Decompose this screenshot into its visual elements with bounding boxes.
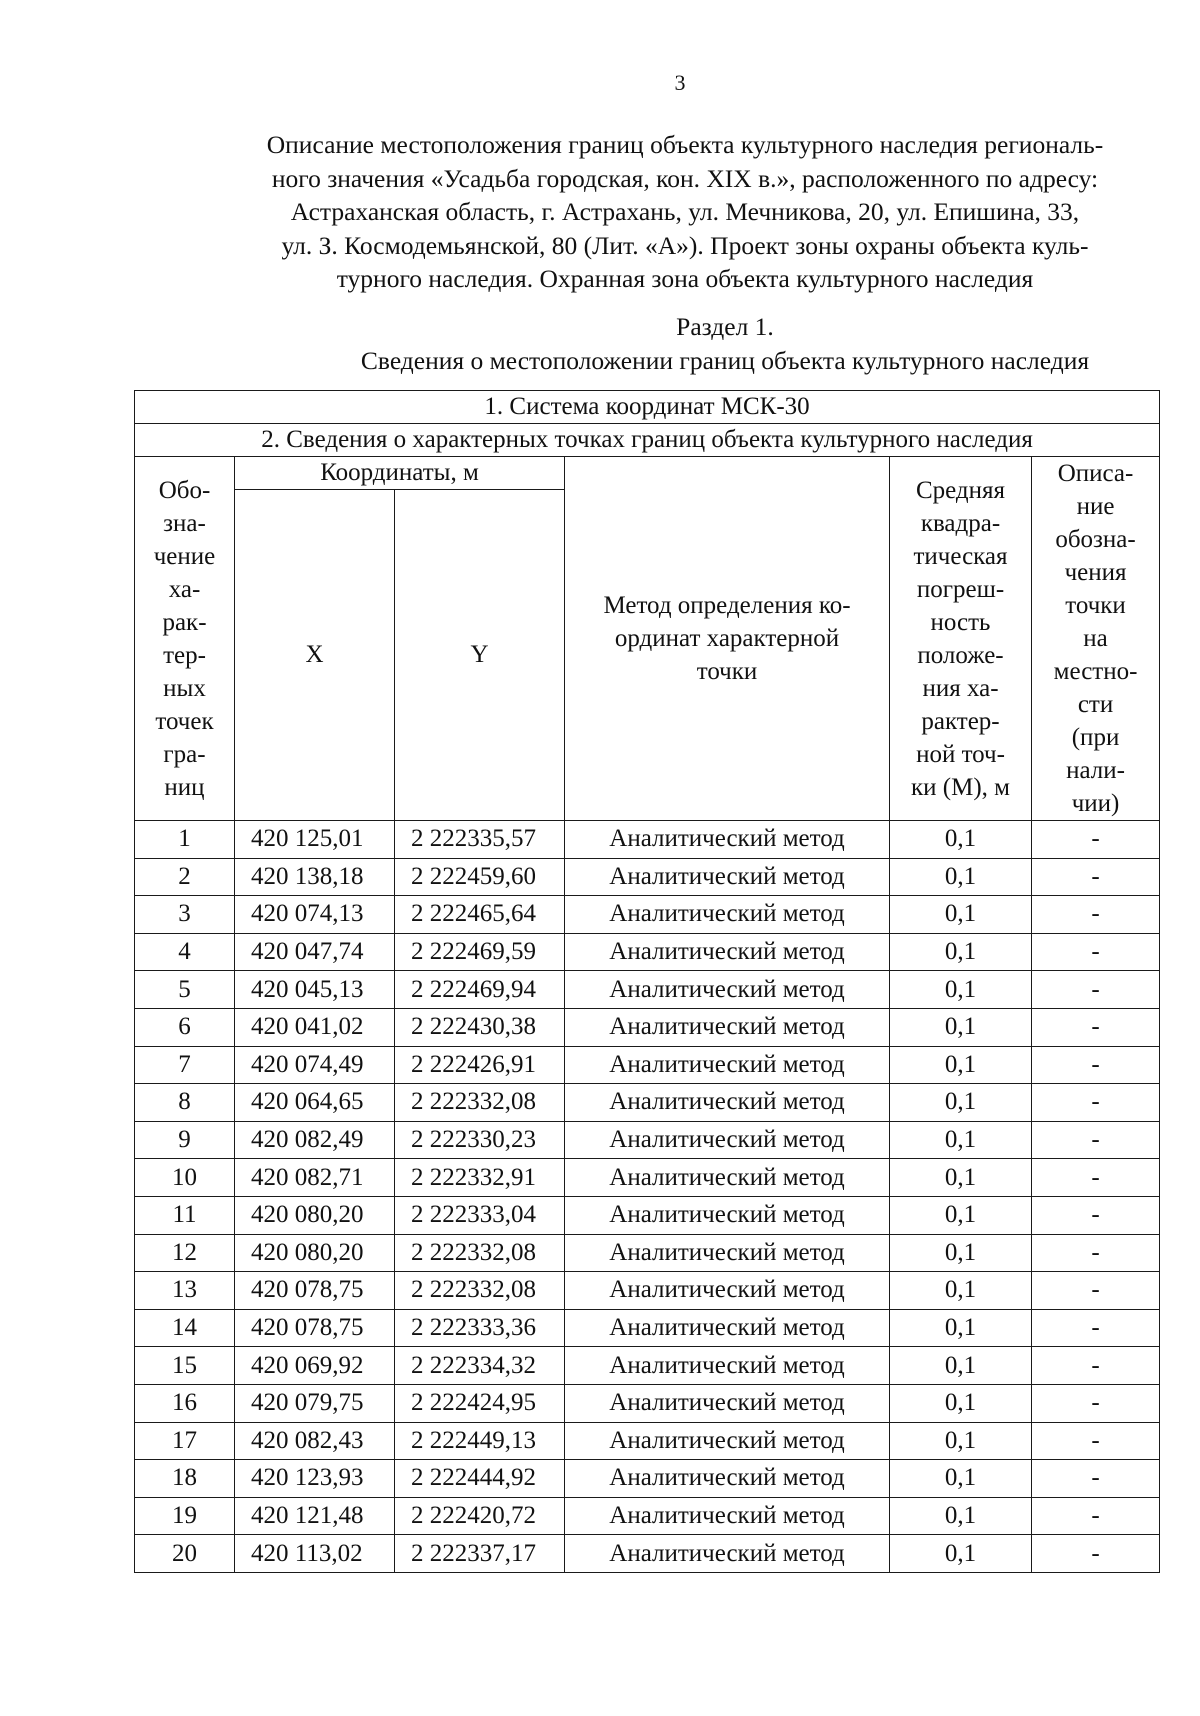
cell-point-number: 6 xyxy=(135,1008,235,1046)
title-line: турного наследия. Охранная зона объекта культурного наследия xyxy=(336,264,1034,293)
page-number: 3 xyxy=(674,70,686,95)
cell-x: 420 078,75 xyxy=(235,1309,395,1347)
cell-x: 420 047,74 xyxy=(235,933,395,971)
cell-method: Аналитический метод xyxy=(565,1046,890,1084)
cell-x: 420 069,92 xyxy=(235,1347,395,1385)
cell-method: Аналитический метод xyxy=(565,896,890,934)
cell-y: 2 222465,64 xyxy=(395,896,565,934)
cell-description: - xyxy=(1032,1196,1160,1234)
cell-method: Аналитический метод xyxy=(565,1422,890,1460)
cell-error: 0,1 xyxy=(890,1196,1032,1234)
cell-point-number: 19 xyxy=(135,1497,235,1535)
cell-x: 420 045,13 xyxy=(235,971,395,1009)
cell-method: Аналитический метод xyxy=(565,858,890,896)
cell-y: 2 222420,72 xyxy=(395,1497,565,1535)
cell-point-number: 11 xyxy=(135,1196,235,1234)
cell-y: 2 222333,36 xyxy=(395,1309,565,1347)
cell-y: 2 222469,59 xyxy=(395,933,565,971)
cell-error: 0,1 xyxy=(890,933,1032,971)
header-x: X xyxy=(235,490,395,821)
section-title: Сведения о местоположении границ объекта культурного наследия xyxy=(360,346,1090,375)
cell-point-number: 14 xyxy=(135,1309,235,1347)
cell-x: 420 125,01 xyxy=(235,821,395,859)
cell-description: - xyxy=(1032,1084,1160,1122)
cell-method: Аналитический метод xyxy=(565,1121,890,1159)
table-row xyxy=(135,1272,1160,1310)
cell-method: Аналитический метод xyxy=(565,1272,890,1310)
table-row xyxy=(135,858,1160,896)
points-info-row: 2. Сведения о характерных точках границ объекта культурного наследия xyxy=(135,424,1160,457)
table-row xyxy=(135,1008,1160,1046)
cell-point-number: 13 xyxy=(135,1272,235,1310)
cell-y: 2 222330,23 xyxy=(395,1121,565,1159)
cell-point-number: 4 xyxy=(135,933,235,971)
cell-y: 2 222469,94 xyxy=(395,971,565,1009)
cell-method: Аналитический метод xyxy=(565,1008,890,1046)
cell-description: - xyxy=(1032,821,1160,859)
cell-x: 420 079,75 xyxy=(235,1384,395,1422)
header-description: Описа- ние обозна- чения точки на местно- сти (при нали- чии) xyxy=(1032,457,1160,821)
cell-method: Аналитический метод xyxy=(565,1460,890,1498)
cell-method: Аналитический метод xyxy=(565,1084,890,1122)
cell-y: 2 222335,57 xyxy=(395,821,565,859)
cell-y: 2 222332,91 xyxy=(395,1159,565,1197)
table-row xyxy=(135,896,1160,934)
cell-x: 420 041,02 xyxy=(235,1008,395,1046)
cell-x: 420 074,13 xyxy=(235,896,395,934)
cell-error: 0,1 xyxy=(890,1309,1032,1347)
cell-error: 0,1 xyxy=(890,1347,1032,1385)
cell-error: 0,1 xyxy=(890,821,1032,859)
cell-method: Аналитический метод xyxy=(565,1196,890,1234)
cell-description: - xyxy=(1032,1460,1160,1498)
header-method: Метод определения ко- ординат характерной точки xyxy=(565,457,890,821)
cell-method: Аналитический метод xyxy=(565,1384,890,1422)
cell-method: Аналитический метод xyxy=(565,971,890,1009)
cell-point-number: 18 xyxy=(135,1460,235,1498)
table-row xyxy=(135,1535,1160,1573)
table-row xyxy=(135,1497,1160,1535)
cell-x: 420 074,49 xyxy=(235,1046,395,1084)
cell-x: 420 113,02 xyxy=(235,1535,395,1573)
cell-error: 0,1 xyxy=(890,858,1032,896)
cell-error: 0,1 xyxy=(890,1084,1032,1122)
cell-x: 420 080,20 xyxy=(235,1196,395,1234)
cell-method: Аналитический метод xyxy=(565,1234,890,1272)
coordinates-table xyxy=(134,390,1160,1573)
table-row xyxy=(135,1460,1160,1498)
table-row xyxy=(135,1347,1160,1385)
table-row xyxy=(135,1046,1160,1084)
cell-point-number: 1 xyxy=(135,821,235,859)
cell-description: - xyxy=(1032,1234,1160,1272)
header-point-designation: Обо- зна- чение ха- рак- тер- ных точек гра- ниц xyxy=(135,457,235,821)
cell-error: 0,1 xyxy=(890,971,1032,1009)
cell-point-number: 15 xyxy=(135,1347,235,1385)
cell-method: Аналитический метод xyxy=(565,1309,890,1347)
cell-description: - xyxy=(1032,896,1160,934)
cell-x: 420 080,20 xyxy=(235,1234,395,1272)
title-line: ул. З. Космодемьянской, 80 (Лит. «А»). Проект зоны охраны объекта куль- xyxy=(281,230,1089,260)
section-heading xyxy=(240,310,1200,378)
cell-error: 0,1 xyxy=(890,1121,1032,1159)
cell-x: 420 082,49 xyxy=(235,1121,395,1159)
cell-error: 0,1 xyxy=(890,1046,1032,1084)
cell-method: Аналитический метод xyxy=(565,1497,890,1535)
cell-point-number: 9 xyxy=(135,1121,235,1159)
cell-x: 420 138,18 xyxy=(235,858,395,896)
table-row xyxy=(135,971,1160,1009)
cell-description: - xyxy=(1032,933,1160,971)
cell-method: Аналитический метод xyxy=(565,933,890,971)
cell-error: 0,1 xyxy=(890,1234,1032,1272)
coordinate-system-row: 1. Система координат МСК-30 xyxy=(135,391,1160,424)
document-title xyxy=(205,128,1165,296)
table-row xyxy=(135,1084,1160,1122)
cell-point-number: 10 xyxy=(135,1159,235,1197)
cell-method: Аналитический метод xyxy=(565,821,890,859)
cell-description: - xyxy=(1032,1121,1160,1159)
cell-description: - xyxy=(1032,1347,1160,1385)
cell-y: 2 222332,08 xyxy=(395,1272,565,1310)
table-row xyxy=(135,1309,1160,1347)
cell-y: 2 222426,91 xyxy=(395,1046,565,1084)
table-row xyxy=(135,1234,1160,1272)
cell-description: - xyxy=(1032,1422,1160,1460)
cell-point-number: 20 xyxy=(135,1535,235,1573)
cell-error: 0,1 xyxy=(890,1384,1032,1422)
cell-point-number: 7 xyxy=(135,1046,235,1084)
cell-x: 420 078,75 xyxy=(235,1272,395,1310)
cell-description: - xyxy=(1032,1159,1160,1197)
cell-description: - xyxy=(1032,1497,1160,1535)
title-line: Описание местоположения границ объекта культурного наследия региональ- xyxy=(266,130,1104,159)
table-row xyxy=(135,1196,1160,1234)
title-line: ного значения «Усадьба городская, кон. XIX в.», расположенного по адресу: xyxy=(271,163,1099,193)
cell-description: - xyxy=(1032,1046,1160,1084)
cell-error: 0,1 xyxy=(890,1008,1032,1046)
cell-point-number: 3 xyxy=(135,896,235,934)
cell-error: 0,1 xyxy=(890,896,1032,934)
cell-y: 2 222337,17 xyxy=(395,1535,565,1573)
cell-y: 2 222334,32 xyxy=(395,1347,565,1385)
cell-point-number: 5 xyxy=(135,971,235,1009)
cell-x: 420 082,71 xyxy=(235,1159,395,1197)
cell-point-number: 17 xyxy=(135,1422,235,1460)
cell-description: - xyxy=(1032,858,1160,896)
cell-description: - xyxy=(1032,1272,1160,1310)
cell-x: 420 121,48 xyxy=(235,1497,395,1535)
cell-y: 2 222430,38 xyxy=(395,1008,565,1046)
cell-point-number: 8 xyxy=(135,1084,235,1122)
table-row xyxy=(135,1384,1160,1422)
table-row xyxy=(135,1159,1160,1197)
table-row xyxy=(135,1422,1160,1460)
cell-method: Аналитический метод xyxy=(565,1347,890,1385)
cell-point-number: 16 xyxy=(135,1384,235,1422)
cell-description: - xyxy=(1032,1535,1160,1573)
cell-method: Аналитический метод xyxy=(565,1159,890,1197)
header-error: Средняя квадра- тическая погреш- ность положе- ния ха- рактер- ной точ- ки (М), м xyxy=(890,457,1032,821)
cell-method: Аналитический метод xyxy=(565,1535,890,1573)
cell-error: 0,1 xyxy=(890,1535,1032,1573)
cell-description: - xyxy=(1032,1384,1160,1422)
cell-y: 2 222424,95 xyxy=(395,1384,565,1422)
cell-y: 2 222332,08 xyxy=(395,1084,565,1122)
cell-description: - xyxy=(1032,1309,1160,1347)
cell-y: 2 222332,08 xyxy=(395,1234,565,1272)
cell-y: 2 222333,04 xyxy=(395,1196,565,1234)
cell-description: - xyxy=(1032,971,1160,1009)
table-row xyxy=(135,1121,1160,1159)
cell-x: 420 064,65 xyxy=(235,1084,395,1122)
cell-error: 0,1 xyxy=(890,1272,1032,1310)
cell-error: 0,1 xyxy=(890,1497,1032,1535)
cell-error: 0,1 xyxy=(890,1159,1032,1197)
cell-error: 0,1 xyxy=(890,1422,1032,1460)
cell-x: 420 123,93 xyxy=(235,1460,395,1498)
header-coordinates: Координаты, м xyxy=(235,457,565,490)
cell-point-number: 12 xyxy=(135,1234,235,1272)
cell-x: 420 082,43 xyxy=(235,1422,395,1460)
header-y: Y xyxy=(395,490,565,821)
cell-description: - xyxy=(1032,1008,1160,1046)
cell-y: 2 222449,13 xyxy=(395,1422,565,1460)
cell-error: 0,1 xyxy=(890,1460,1032,1498)
cell-point-number: 2 xyxy=(135,858,235,896)
table-row xyxy=(135,933,1160,971)
title-line: Астраханская область, г. Астрахань, ул. Мечникова, 20, ул. Епишина, 33, xyxy=(290,197,1080,226)
cell-y: 2 222459,60 xyxy=(395,858,565,896)
table-row xyxy=(135,821,1160,859)
cell-y: 2 222444,92 xyxy=(395,1460,565,1498)
section-label: Раздел 1. xyxy=(676,312,774,341)
